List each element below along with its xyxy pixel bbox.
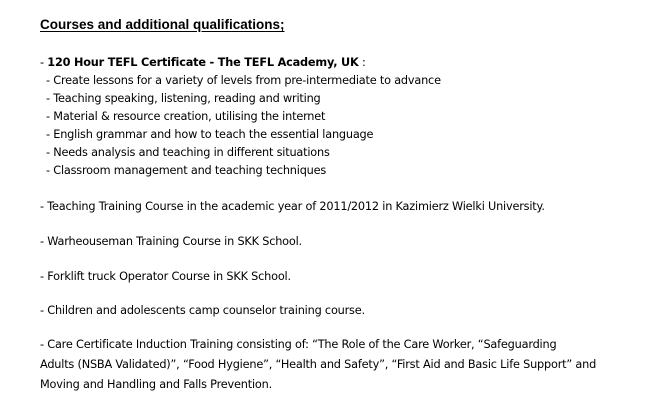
teaching-training-course: - Teaching Training Course in the academic year of 2011/2012 in Kazimierz Wielki University. — [40, 200, 545, 213]
camp-counselor-course: - Children and adolescents camp counselor training course. — [40, 304, 365, 317]
tefl-item: - English grammar and how to teach the essential language — [46, 128, 374, 141]
section-heading: Courses and additional qualifications; — [40, 17, 285, 32]
tefl-item: - Material & resource creation, utilising the internet — [46, 110, 326, 123]
tefl-certificate-title: 120 Hour TEFL Certificate - The TEFL Academy, UK — [47, 56, 359, 69]
tefl-item: - Teaching speaking, listening, reading and writing — [46, 92, 321, 105]
forklift-course: - Forklift truck Operator Course in SKK School. — [40, 270, 291, 283]
care-certificate-line: Adults (NSBA Validated)”, “Food Hygiene”, “Health and Safety”, “First Aid and Basic Life Support” and — [40, 358, 597, 371]
tefl-prefix: - — [40, 56, 48, 69]
care-certificate-line: Moving and Handling and Falls Prevention. — [40, 378, 272, 391]
warehouseman-course: - Warheouseman Training Course in SKK School. — [40, 235, 302, 248]
tefl-suffix: : — [358, 56, 366, 69]
tefl-certificate-line — [40, 56, 366, 69]
tefl-item: - Needs analysis and teaching in different situations — [46, 146, 330, 159]
tefl-item: - Create lessons for a variety of levels from pre-intermediate to advance — [46, 74, 441, 87]
care-certificate-line: - Care Certificate Induction Training consisting of: “The Role of the Care Worker, “Safeguarding — [40, 338, 557, 351]
tefl-item: - Classroom management and teaching techniques — [46, 164, 327, 177]
